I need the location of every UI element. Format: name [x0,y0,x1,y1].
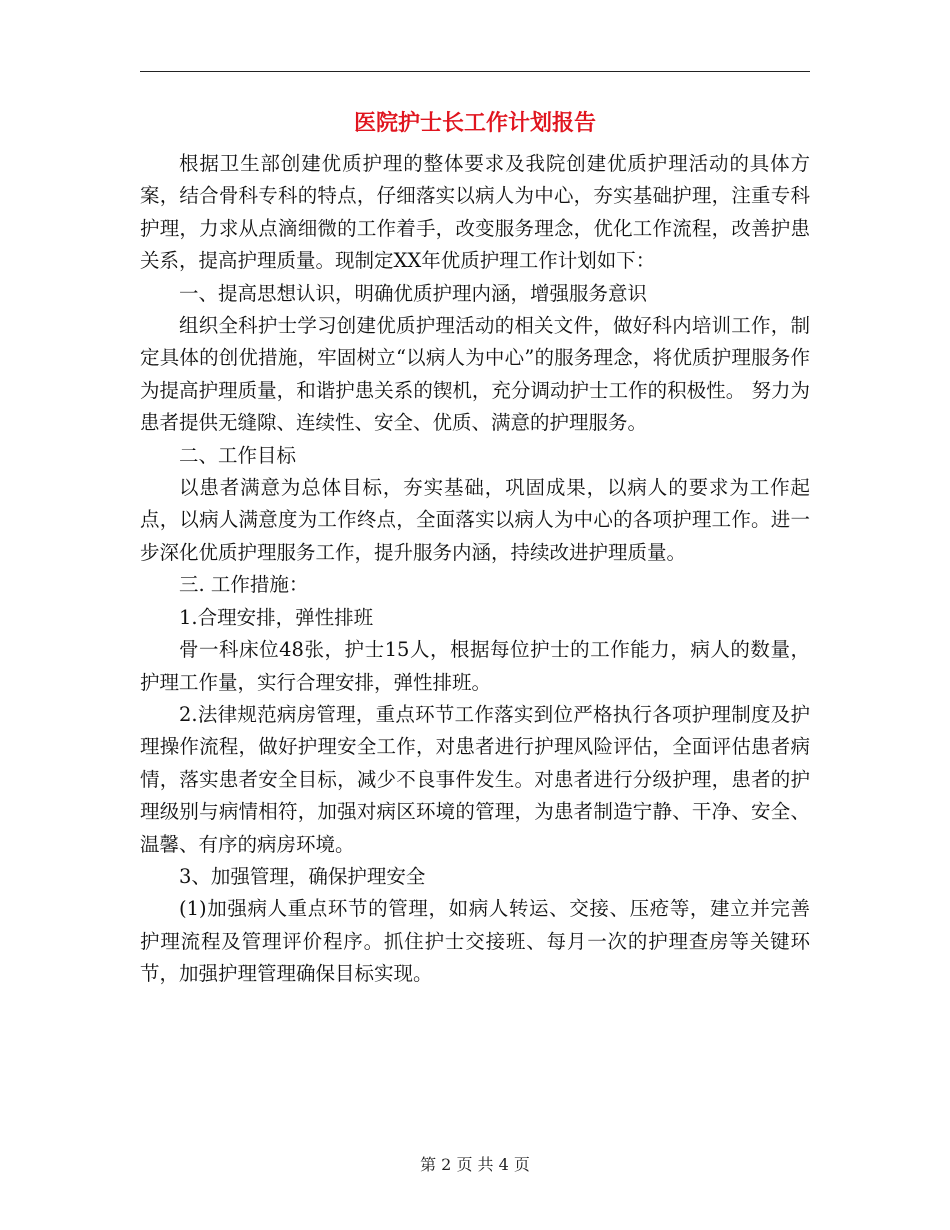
header-rule [140,71,810,72]
subheading-3-3: 3、加强管理，确保护理安全 [179,864,426,888]
document-title: 医院护士长工作计划报告 [353,111,596,136]
paragraph-3-3-1: (1)加强病人重点环节的管理，如病人转运、交接、压疮等，建立并完善护理流程及管理评价程序。抓住护士交接班、每月一次的护理查房等关键环节，加强护理管理确保目标实现。 [140,897,810,986]
heading-section-2: 二、工作目标 [179,443,297,467]
paragraph-3-2: 2.法律规范病房管理，重点环节工作落实到位严格执行各项护理制度及护理操作流程，做好护理安全工作，对患者进行护理风险评估，全面评估患者病情，落实患者安全目标，减少不良事件发生。对患者进行分级护理，患者的护理级别与病情相符，加强对病区环境的管理，为患者制造宁静、干净、安全、温馨、有序的病房环境。 [140,702,810,856]
paragraph-section-1: 组织全科护士学习创建优质护理活动的相关文件，做好科内培训工作，制定具体的创优措施，牢固树立“以病人为中心”的服务理念，将优质护理服务作为提高护理质量，和谐护患关系的锲机，充分调动护士工作的积极性。 努力为患者提供无缝隙、连续性、安全、优质、满意的护理服务。 [140,314,810,435]
heading-section-3: 三. 工作措施： [179,573,309,597]
page-number: 第 2 页 共 4 页 [420,1155,530,1174]
paragraph-section-2: 以患者满意为总体目标，夯实基础，巩固成果，以病人的要求为工作起点，以病人满意度为工作终点，全面落实以病人为中心的各项护理工作。进一步深化优质护理服务工作，提升服务内涵，持续改进护理质量。 [140,476,810,564]
paragraph-3-1: 骨一科床位48张，护士15人，根据每位护士的工作能力，病人的数量，护理工作量，实行合理安排，弹性排班。 [140,638,810,694]
subheading-3-1: 1.合理安排，弹性排班 [179,605,374,629]
paragraph-intro: 根据卫生部创建优质护理的整体要求及我院创建优质护理活动的具体方案，结合骨科专科的特点，仔细落实以病人为中心，夯实基础护理，注重专科护理，力求从点滴细微的工作着手，改变服务理念，优化工作流程，改善护患关系，提高护理质量。现制定XX年优质护理工作计划如下： [140,152,810,273]
document-body [140,148,810,991]
heading-section-1: 一、提高思想认识，明确优质护理内涵，增强服务意识 [179,281,648,305]
